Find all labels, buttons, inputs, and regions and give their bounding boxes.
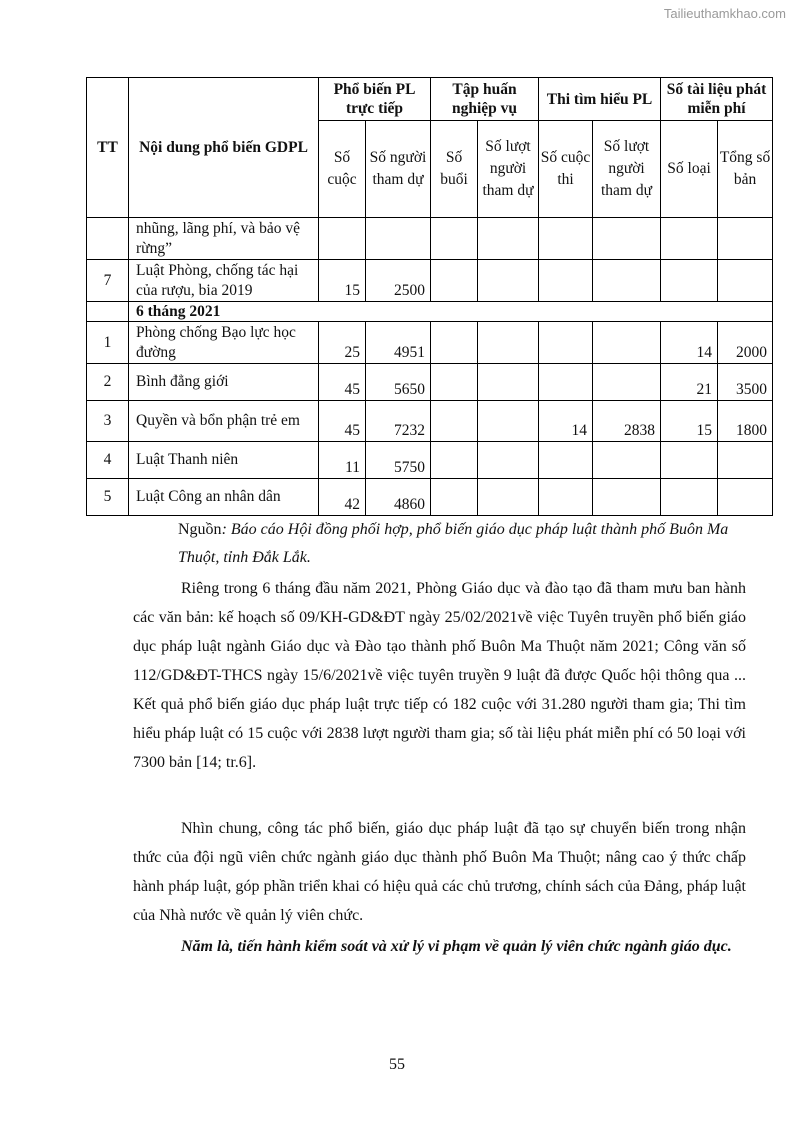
paragraph-heading-five: Năm là, tiến hành kiểm soát và xử lý vi phạm về quản lý viên chức ngành giáo dục. [181, 938, 732, 955]
header-group-direct: Phổ biến PL trực tiếp [319, 78, 431, 121]
cell [593, 322, 661, 364]
row-content: Phòng chống Bạo lực học đường [129, 322, 319, 364]
row-tt: 4 [87, 442, 129, 479]
row-tt: 5 [87, 479, 129, 516]
source-text: : Báo cáo Hội đồng phối hợp, phổ biến giáo dục pháp luật thành phố Buôn Ma Thuột, tỉnh Đắk Lắk. [178, 521, 729, 566]
cell: 14 [539, 401, 593, 442]
cell [593, 442, 661, 479]
row-content: nhũng, lãng phí, và bảo vệ rừng” [129, 218, 319, 260]
source-note [86, 516, 746, 572]
row-content: Luật Thanh niên [129, 442, 319, 479]
table-row [87, 260, 773, 302]
cell [431, 218, 478, 260]
cell [431, 322, 478, 364]
table-row [87, 218, 773, 260]
cell [718, 218, 773, 260]
header-group-training: Tập huấn nghiệp vụ [431, 78, 539, 121]
table-row [87, 364, 773, 401]
cell [593, 218, 661, 260]
cell [539, 479, 593, 516]
cell: 5650 [366, 364, 431, 401]
cell: 25 [319, 322, 366, 364]
subheader-so-cuoc: Số cuộc [319, 121, 366, 218]
subheader-so-luot-nguoi-2: Số lượt người tham dự [593, 121, 661, 218]
statistics-table [86, 77, 773, 516]
row-content: Bình đẳng giới [129, 364, 319, 401]
cell [431, 442, 478, 479]
cell [661, 442, 718, 479]
cell [718, 442, 773, 479]
subheader-so-luot-nguoi: Số lượt người tham dự [478, 121, 539, 218]
subheader-so-cuoc-thi: Số cuộc thi [539, 121, 593, 218]
table-row [87, 322, 773, 364]
row-tt [87, 218, 129, 260]
cell [718, 479, 773, 516]
cell [539, 260, 593, 302]
header-content: Nội dung phổ biến GDPL [129, 78, 319, 218]
cell [478, 364, 539, 401]
cell [661, 260, 718, 302]
row-content: Luật Công an nhân dân [129, 479, 319, 516]
header-tt: TT [87, 78, 129, 218]
cell: 4860 [366, 479, 431, 516]
cell: 15 [661, 401, 718, 442]
subheader-so-loai: Số loại [661, 121, 718, 218]
cell [431, 401, 478, 442]
row-content: Quyền và bổn phận trẻ em [129, 401, 319, 442]
cell [539, 322, 593, 364]
cell [539, 218, 593, 260]
cell: 14 [661, 322, 718, 364]
cell: 2000 [718, 322, 773, 364]
row-content: Luật Phòng, chống tác hại của rượu, bia 2019 [129, 260, 319, 302]
cell [593, 364, 661, 401]
cell [431, 364, 478, 401]
cell [478, 442, 539, 479]
header-group-contest: Thi tìm hiểu PL [539, 78, 661, 121]
cell [431, 260, 478, 302]
subheader-so-buoi: Số buổi [431, 121, 478, 218]
cell [366, 218, 431, 260]
cell [661, 218, 718, 260]
watermark: Tailieuthamkhao.com [663, 6, 786, 21]
cell: 11 [319, 442, 366, 479]
cell [478, 218, 539, 260]
cell: 45 [319, 401, 366, 442]
cell: 42 [319, 479, 366, 516]
cell [478, 322, 539, 364]
cell [539, 364, 593, 401]
cell: 5750 [366, 442, 431, 479]
paragraph-summary: Nhìn chung, công tác phổ biến, giáo dục pháp luật đã tạo sự chuyển biến trong nhận thức của đội ngũ viên chức ngành giáo dục thành phố Buôn Ma Thuột; nâng cao ý thức chấp hành pháp luật, góp phần triển khai có hiệu quả các chủ trương, chính sách của Đảng, pháp luật của Nhà nước về quản lý viên chức. [133, 820, 746, 924]
paragraph-results: Riêng trong 6 tháng đầu năm 2021, Phòng Giáo dục và đào tạo đã tham mưu ban hành các văn bản: kế hoạch số 09/KH-GD&ĐT ngày 25/02/2021về việc Tuyên truyền phổ biến giáo dục pháp luật ngành Giáo dục và Đào tạo thành phố Buôn Ma Thuột năm 2021; Công văn số 112/GD&ĐT-THCS ngày 15/6/2021về việc tuyên truyền 9 luật đã được Quốc hội thông qua ... Kết quả phổ biến giáo dục pháp luật trực tiếp có 182 cuộc với 31.280 người tham gia; Thi tìm hiểu pháp luật có 15 cuộc với 2838 lượt người tham gia; số tài liệu phát miễn phí có 50 loại với 7300 bản [14; tr.6]. [133, 580, 746, 771]
section-heading: 6 tháng 2021 [129, 302, 773, 322]
cell: 15 [319, 260, 366, 302]
cell [478, 260, 539, 302]
table-row [87, 479, 773, 516]
cell [319, 218, 366, 260]
row-tt: 1 [87, 322, 129, 364]
cell: 1800 [718, 401, 773, 442]
cell [593, 260, 661, 302]
cell [431, 479, 478, 516]
cell: 3500 [718, 364, 773, 401]
table-row [87, 401, 773, 442]
cell [478, 401, 539, 442]
cell [661, 479, 718, 516]
row-tt: 2 [87, 364, 129, 401]
section-row [87, 302, 773, 322]
cell: 2838 [593, 401, 661, 442]
cell: 4951 [366, 322, 431, 364]
row-tt: 3 [87, 401, 129, 442]
cell [539, 442, 593, 479]
cell: 45 [319, 364, 366, 401]
source-prefix: Nguồn [178, 521, 222, 538]
cell [718, 260, 773, 302]
cell: 21 [661, 364, 718, 401]
cell: 7232 [366, 401, 431, 442]
cell [593, 479, 661, 516]
cell: 2500 [366, 260, 431, 302]
page-number: 55 [389, 1056, 405, 1073]
row-tt: 7 [87, 260, 129, 302]
cell [478, 479, 539, 516]
subheader-tong-so-ban: Tổng số bản [718, 121, 773, 218]
table-row [87, 442, 773, 479]
header-group-documents: Số tài liệu phát miễn phí [661, 78, 773, 121]
subheader-so-nguoi-tham-du: Số người tham dự [366, 121, 431, 218]
